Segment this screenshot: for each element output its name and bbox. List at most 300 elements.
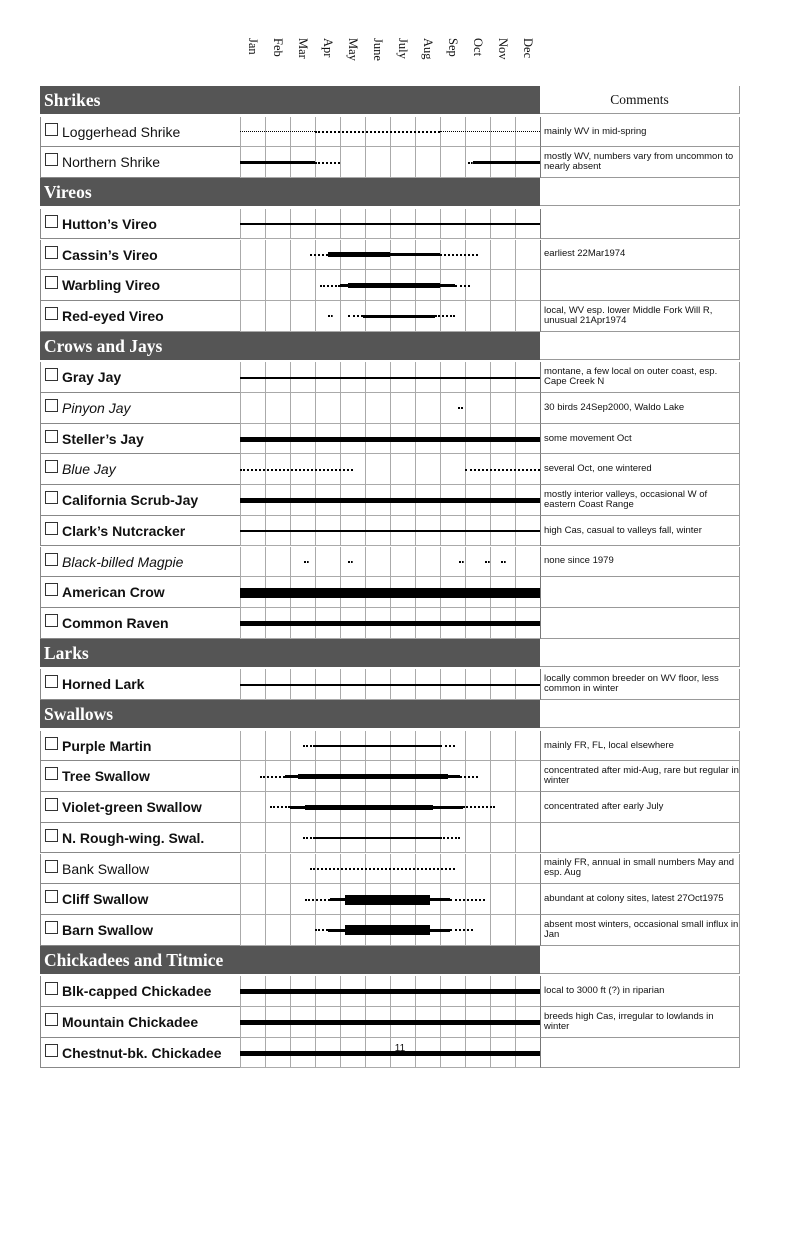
month-cell [465, 731, 490, 762]
occurrence-bar-med [330, 898, 345, 901]
species-name-cell [40, 301, 240, 332]
species-comment: concentrated after early July [544, 800, 664, 812]
occurrence-bar-med [363, 315, 436, 318]
month-cell [490, 393, 515, 424]
occurrence-bar-grid [240, 424, 540, 455]
month-cell [365, 393, 390, 424]
month-cell [490, 823, 515, 854]
species-name-cell [40, 516, 240, 547]
month-label-june [365, 38, 390, 88]
species-checkbox[interactable] [45, 982, 58, 995]
month-cell [315, 547, 340, 578]
species-comment-cell [540, 547, 740, 578]
occurrence-bar-med [448, 775, 461, 778]
species-row [40, 731, 740, 762]
month-cell [465, 393, 490, 424]
species-name: Black-billed Magpie [62, 553, 184, 570]
species-name-cell [40, 424, 240, 455]
section-comment-header [540, 946, 740, 974]
occurrence-bar-thick [240, 1020, 540, 1025]
species-checkbox[interactable] [45, 860, 58, 873]
species-name-cell [40, 362, 240, 393]
month-cell [515, 884, 540, 915]
species-checkbox[interactable] [45, 614, 58, 627]
month-cell [515, 854, 540, 885]
occurrence-bar-dot [320, 285, 340, 287]
occurrence-bar-dot [440, 254, 478, 256]
species-name-cell [40, 454, 240, 485]
occurrence-bar-dot [455, 285, 470, 287]
species-name: Tree Swallow [62, 768, 150, 785]
month-label-text: Feb [271, 38, 285, 57]
section-comment-header [540, 86, 740, 114]
occurrence-bar-med [430, 898, 450, 901]
species-row [40, 393, 740, 424]
section-header-swallows: Swallows [40, 700, 540, 728]
month-cell [290, 393, 315, 424]
species-comment-cell [540, 270, 740, 301]
month-label-july [390, 38, 415, 88]
month-cell [490, 915, 515, 946]
month-label-aug [415, 38, 440, 88]
month-cell [415, 454, 440, 485]
species-comment-cell [540, 301, 740, 332]
occurrence-bar-med [290, 806, 305, 809]
month-label-mar [290, 38, 315, 88]
month-cell [240, 915, 265, 946]
species-name: Common Raven [62, 614, 169, 631]
species-checkbox[interactable] [45, 829, 58, 842]
occurrence-bar-dot [348, 561, 353, 563]
occurrence-bar-dot [310, 868, 455, 870]
occurrence-bar-dot [450, 929, 473, 931]
species-name: Red-eyed Vireo [62, 307, 164, 324]
month-cell [265, 884, 290, 915]
species-row [40, 117, 740, 148]
species-checkbox[interactable] [45, 430, 58, 443]
occurrence-bar-thin [240, 223, 540, 225]
species-comment-cell [540, 117, 740, 148]
month-cell [515, 240, 540, 271]
month-label-apr [315, 38, 340, 88]
occurrence-bar-dot [310, 254, 328, 256]
occurrence-bar-grid [240, 976, 540, 1007]
species-row [40, 270, 740, 301]
month-cell [265, 270, 290, 301]
species-name: Bank Swallow [62, 860, 150, 877]
species-checkbox[interactable] [45, 798, 58, 811]
species-name: N. Rough-wing. Swal. [62, 829, 205, 846]
species-comment-cell [540, 577, 740, 608]
month-label-text: Apr [321, 38, 335, 58]
occurrence-bar-grid [240, 362, 540, 393]
occurrence-bar-thick [328, 252, 391, 257]
species-row [40, 669, 740, 700]
month-cell [365, 147, 390, 178]
occurrence-bar-grid [240, 117, 540, 148]
month-cell [465, 117, 490, 148]
occurrence-bar-dot [459, 561, 464, 563]
occurrence-bar-xthick [345, 895, 430, 905]
species-comment: mostly WV, numbers vary from uncommon to nearly absent [544, 151, 734, 173]
occurrence-bar-grid [240, 731, 540, 762]
species-row [40, 454, 740, 485]
species-row [40, 301, 740, 332]
species-row [40, 884, 740, 915]
species-row [40, 547, 740, 578]
occurrence-bar-grid [240, 854, 540, 885]
species-comment-cell [540, 485, 740, 516]
species-checkbox[interactable] [45, 767, 58, 780]
month-label-may [340, 38, 365, 88]
occurrence-bar-thick [240, 437, 540, 442]
species-checkbox[interactable] [45, 737, 58, 750]
species-comment: some movement Oct [544, 432, 632, 444]
occurrence-bar-dot [348, 315, 363, 317]
occurrence-bar-med [340, 284, 348, 287]
occurrence-bar-xthick [345, 925, 430, 935]
occurrence-bar-dot [260, 776, 285, 778]
month-cell [515, 915, 540, 946]
month-label-text: May [346, 38, 360, 61]
species-name: Northern Shrike [62, 154, 161, 171]
month-label-text: June [371, 38, 385, 61]
occurrence-bar-thick [298, 774, 448, 779]
occurrence-bar-dot [304, 561, 309, 563]
species-name: Cassin’s Vireo [62, 246, 158, 263]
month-cell [390, 147, 415, 178]
species-comment-cell [540, 976, 740, 1007]
month-cell [340, 393, 365, 424]
month-cell [390, 547, 415, 578]
month-cell [265, 117, 290, 148]
species-comment-cell [540, 854, 740, 885]
occurrence-bar-dot [328, 315, 333, 317]
month-cell [465, 301, 490, 332]
occurrence-bar-dot [303, 745, 316, 747]
occurrence-bar-dot [460, 776, 478, 778]
species-checkbox[interactable] [45, 583, 58, 596]
species-checkbox[interactable] [45, 553, 58, 566]
species-name-cell [40, 1007, 240, 1038]
month-cell [240, 301, 265, 332]
species-row [40, 577, 740, 608]
species-comment-cell [540, 454, 740, 485]
species-comment: mainly FR, annual in small numbers May and esp. Aug [544, 857, 735, 879]
species-checkbox[interactable] [45, 215, 58, 228]
month-label-feb [265, 38, 290, 88]
month-label-dec [515, 38, 540, 88]
occurrence-bar-grid [240, 516, 540, 547]
species-name: American Crow [62, 584, 165, 601]
month-cell [265, 240, 290, 271]
occurrence-bar-grid [240, 270, 540, 301]
month-label-text: Mar [296, 38, 310, 59]
month-cell [265, 915, 290, 946]
month-label-text: Oct [471, 38, 485, 57]
month-cell [490, 270, 515, 301]
species-name-cell [40, 669, 240, 700]
occurrence-bar-grid [240, 608, 540, 639]
species-checkbox[interactable] [45, 368, 58, 381]
species-comment: 30 birds 24Sep2000, Waldo Lake [544, 401, 685, 413]
species-name-cell [40, 823, 240, 854]
species-name: Loggerhead Shrike [62, 123, 181, 140]
species-checkbox[interactable] [45, 153, 58, 166]
species-checkbox[interactable] [45, 1013, 58, 1026]
occurrence-bar-grid [240, 547, 540, 578]
species-name: Horned Lark [62, 676, 145, 693]
month-label-text: Nov [496, 38, 510, 60]
species-comment: mainly WV in mid-spring [544, 125, 647, 137]
species-checkbox[interactable] [45, 246, 58, 259]
species-row [40, 240, 740, 271]
occurrence-bar-dot [465, 469, 540, 471]
occurrence-bar-med [328, 929, 346, 932]
occurrence-bar-thick [240, 989, 540, 994]
species-comment: high Cas, casual to valleys fall, winter [544, 524, 702, 536]
species-comment-cell [540, 731, 740, 762]
occurrence-bar-thin [315, 837, 440, 839]
occurrence-bar-grid [240, 669, 540, 700]
month-label-oct [465, 38, 490, 88]
month-cell [440, 117, 465, 148]
species-name: Blue Jay [62, 461, 116, 478]
species-comment: absent most winters, occasional small influx in Jan [544, 918, 739, 940]
section-header-chickadees-and-titmice: Chickadees and Titmice [40, 946, 540, 974]
occurrence-bar-dot [463, 806, 496, 808]
occurrence-bar-grid [240, 301, 540, 332]
occurrence-bar-grid [240, 147, 540, 178]
species-name: Steller’s Jay [62, 430, 144, 447]
occurrence-bar-grid [240, 240, 540, 271]
species-name-cell [40, 147, 240, 178]
species-name-cell [40, 854, 240, 885]
occurrence-bar-dotthin [440, 131, 540, 132]
occurrence-bar-dot [270, 806, 290, 808]
species-checkbox[interactable] [45, 460, 58, 473]
month-cell [240, 884, 265, 915]
species-name-cell [40, 270, 240, 301]
species-name: Warbling Vireo [62, 277, 161, 294]
month-cell [240, 117, 265, 148]
month-cell [515, 792, 540, 823]
species-row [40, 823, 740, 854]
occurrence-bar-dot [440, 837, 460, 839]
month-label-text: Sep [446, 38, 460, 57]
month-cell [390, 454, 415, 485]
occurrence-bar-dot [440, 745, 455, 747]
species-row [40, 1007, 740, 1038]
occurrence-bar-med [390, 253, 440, 256]
species-comment: local to 3000 ft (?) in riparian [544, 985, 665, 997]
section-comment-header [540, 178, 740, 206]
species-checkbox[interactable] [45, 123, 58, 136]
month-cell [265, 823, 290, 854]
month-cell [265, 854, 290, 885]
month-cell [290, 270, 315, 301]
section-header-shrikes: Shrikes [40, 86, 540, 114]
species-comment-cell [540, 516, 740, 547]
species-comment-cell [540, 915, 740, 946]
occurrence-bar-dotthin [240, 131, 315, 132]
species-row [40, 362, 740, 393]
species-name-cell [40, 761, 240, 792]
species-checkbox[interactable] [45, 522, 58, 535]
occurrence-bar-grid [240, 393, 540, 424]
month-cell [515, 117, 540, 148]
species-row [40, 147, 740, 178]
month-cell [340, 547, 365, 578]
occurrence-bar-grid [240, 915, 540, 946]
month-cell [290, 117, 315, 148]
occurrence-bar-thick [348, 283, 441, 288]
species-row [40, 976, 740, 1007]
month-cell [465, 854, 490, 885]
month-cell [265, 301, 290, 332]
month-cell [265, 393, 290, 424]
species-checkbox[interactable] [45, 675, 58, 688]
species-checkbox[interactable] [45, 399, 58, 412]
month-cell [265, 547, 290, 578]
occurrence-bar-dot [315, 131, 440, 133]
month-cell [415, 147, 440, 178]
species-comment: mainly FR, FL, local elsewhere [544, 739, 674, 751]
occurrence-bar-thin [240, 530, 540, 532]
month-cell [515, 731, 540, 762]
species-name: Blk-capped Chickadee [62, 983, 212, 1000]
occurrence-bar-grid [240, 1007, 540, 1038]
month-cell [365, 547, 390, 578]
species-comment: earliest 22Mar1974 [544, 248, 626, 260]
species-comment-cell [540, 424, 740, 455]
species-comment-cell [540, 823, 740, 854]
species-checkbox[interactable] [45, 921, 58, 934]
species-name: Barn Swallow [62, 921, 154, 938]
section-comment-header [540, 700, 740, 728]
month-cell [440, 393, 465, 424]
occurrence-bar-dot [501, 561, 506, 563]
month-cell [490, 761, 515, 792]
species-name-cell [40, 393, 240, 424]
species-name-cell [40, 240, 240, 271]
month-cell [490, 884, 515, 915]
month-cell [515, 301, 540, 332]
species-comment-cell [540, 240, 740, 271]
month-cell [490, 731, 515, 762]
month-cell [415, 547, 440, 578]
species-comment-cell [540, 792, 740, 823]
month-cell [490, 854, 515, 885]
species-checkbox[interactable] [45, 491, 58, 504]
species-name-cell [40, 117, 240, 148]
occurrence-bar-grid [240, 209, 540, 240]
occurrence-bar-grid [240, 884, 540, 915]
month-cell [515, 393, 540, 424]
month-label-text: Aug [421, 38, 435, 60]
section-header-larks: Larks [40, 639, 540, 667]
species-comment: breeds high Cas, irregular to lowlands in winter [544, 1010, 714, 1032]
occurrence-bar-med [240, 161, 315, 164]
month-cell [515, 547, 540, 578]
species-comment-cell [540, 761, 740, 792]
occurrence-bar-grid [240, 485, 540, 516]
species-name-cell [40, 915, 240, 946]
month-cell [515, 823, 540, 854]
month-label-jan [240, 38, 265, 88]
month-cell [315, 393, 340, 424]
month-cell [240, 240, 265, 271]
species-row [40, 608, 740, 639]
occurrence-bar-grid [240, 792, 540, 823]
species-comment-cell [540, 209, 740, 240]
comments-heading: Comments [610, 92, 669, 107]
occurrence-bar-thick [305, 805, 433, 810]
species-row [40, 516, 740, 547]
species-name: Violet-green Swallow [62, 799, 202, 816]
occurrence-bar-med [473, 161, 541, 164]
species-name: California Scrub-Jay [62, 492, 199, 509]
species-name: Clark’s Nutcracker [62, 522, 186, 539]
species-checkbox[interactable] [45, 276, 58, 289]
occurrence-bar-dot [458, 407, 462, 409]
occurrence-bar-dot [315, 929, 328, 931]
occurrence-bar-med [285, 775, 298, 778]
occurrence-bar-dot [240, 469, 353, 471]
species-name-cell [40, 547, 240, 578]
species-checkbox[interactable] [45, 890, 58, 903]
species-row [40, 761, 740, 792]
month-cell [265, 731, 290, 762]
month-cell [240, 547, 265, 578]
species-comment-cell [540, 669, 740, 700]
species-comment: mostly interior valleys, occasional W of eastern Coast Range [544, 488, 708, 510]
occurrence-bar-dot [303, 837, 316, 839]
species-comment-cell [540, 362, 740, 393]
species-comment: local, WV esp. lower Middle Fork Will R, unusual 21Apr1974 [544, 304, 713, 326]
species-row [40, 915, 740, 946]
month-cell [440, 454, 465, 485]
occurrence-bar-med [440, 284, 455, 287]
occurrence-bar-thin [240, 377, 540, 379]
month-cell [515, 761, 540, 792]
occurrence-bar-grid [240, 823, 540, 854]
species-comment: none since 1979 [544, 555, 614, 567]
species-comment-cell [540, 1007, 740, 1038]
species-comment: concentrated after mid-Aug, rare but regular in winter [544, 765, 739, 787]
month-cell [440, 147, 465, 178]
month-cell [290, 915, 315, 946]
species-comment-cell [540, 608, 740, 639]
occurrence-bar-thick [240, 498, 540, 503]
species-comment: locally common breeder on WV floor, less common in winter [544, 673, 719, 695]
species-row [40, 854, 740, 885]
month-cell [490, 117, 515, 148]
month-cell [240, 731, 265, 762]
month-label-text: Dec [521, 38, 535, 59]
month-cell [240, 792, 265, 823]
species-checkbox[interactable] [45, 307, 58, 320]
month-cell [290, 301, 315, 332]
species-comment-cell [540, 147, 740, 178]
occurrence-bar-dot [485, 561, 490, 563]
species-row [40, 485, 740, 516]
species-name-cell [40, 485, 240, 516]
month-cell [365, 454, 390, 485]
occurrence-bar-thin [240, 684, 540, 686]
occurrence-bar-dot [315, 162, 340, 164]
species-name: Pinyon Jay [62, 400, 131, 416]
